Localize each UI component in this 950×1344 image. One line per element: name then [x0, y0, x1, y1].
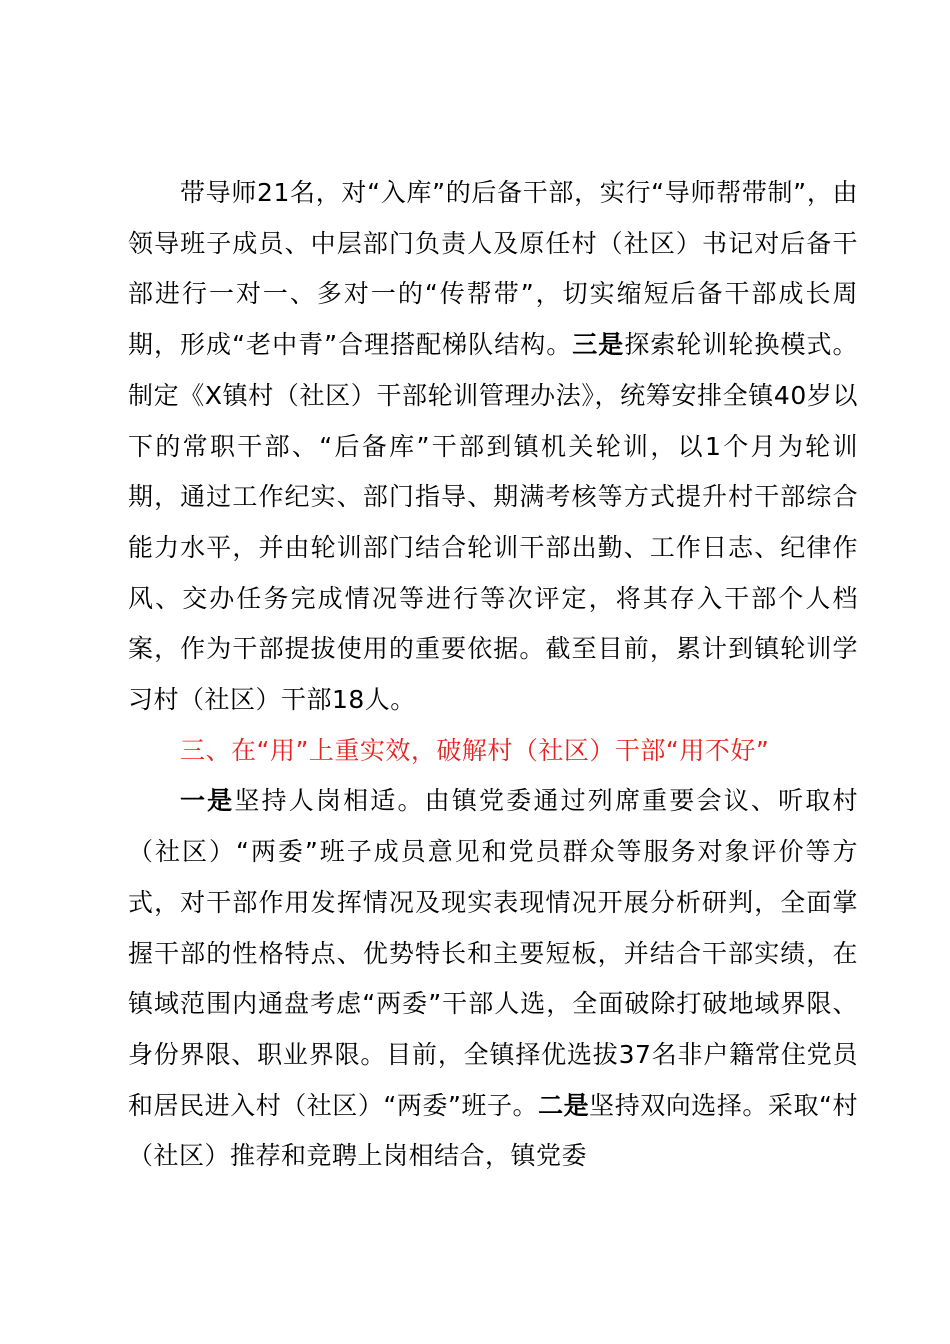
- paragraph-selection: [128, 776, 858, 1182]
- paragraph-training: [128, 168, 858, 726]
- document-body: [128, 168, 858, 1182]
- paragraph-training-text-c: 探索轮训轮换模式。制定《X镇村（社区）干部轮训管理办法》，统筹安排全镇40岁以下的常职干部、“后备库”干部到镇机关轮训，以1个月为轮训期，通过工作纪实、部门指导、期满考核等方式提升村干部综合能力水平，并由轮训部门结合轮训干部出勤、工作日志、纪律作风、交办任务完成情况等进行等次评定，将其存入干部个人档案，作为干部提拔使用的重要依据。截至目前，累计到镇轮训学习村（社区）干部18人。: [128, 330, 858, 715]
- paragraph-selection-text-d: 坚持双向选择。采取“村（社区）推荐和竞聘上岗相结合，镇党委: [128, 1090, 858, 1171]
- paragraph-training-text-a: 带导师21名，对“入库”的后备干部，实行“导师帮带制”，由领导班子成员、中层部门负责人及原任村（社区）书记对后备干部进行一对一、多对一的“传帮带”，切实缩短后备干部成长周期，形成“老中青”合理搭配梯队结构。: [128, 178, 858, 360]
- paragraph-selection-bold-label-two: 二是: [538, 1090, 590, 1120]
- paragraph-training-bold-label: 三是: [572, 330, 625, 360]
- paragraph-selection-bold-label-one: 一是: [180, 786, 235, 816]
- paragraph-selection-text-b: 坚持人岗相适。由镇党委通过列席重要会议、听取村（社区）“两委”班子成员意见和党员群众等服务对象评价等方式，对干部作用发挥情况及现实表现情况开展分析研判，全面掌握干部的性格特点、优势特长和主要短板，并结合干部实绩，在镇域范围内通盘考虑“两委”干部人选，全面破除打破地域界限、身份界限、职业界限。目前，全镇择优选拔37名非户籍常住党员和居民进入村（社区）“两委”班子。: [128, 786, 858, 1120]
- section-heading-three: 三、在“用”上重实效，破解村（社区）干部“用不好”: [180, 735, 770, 765]
